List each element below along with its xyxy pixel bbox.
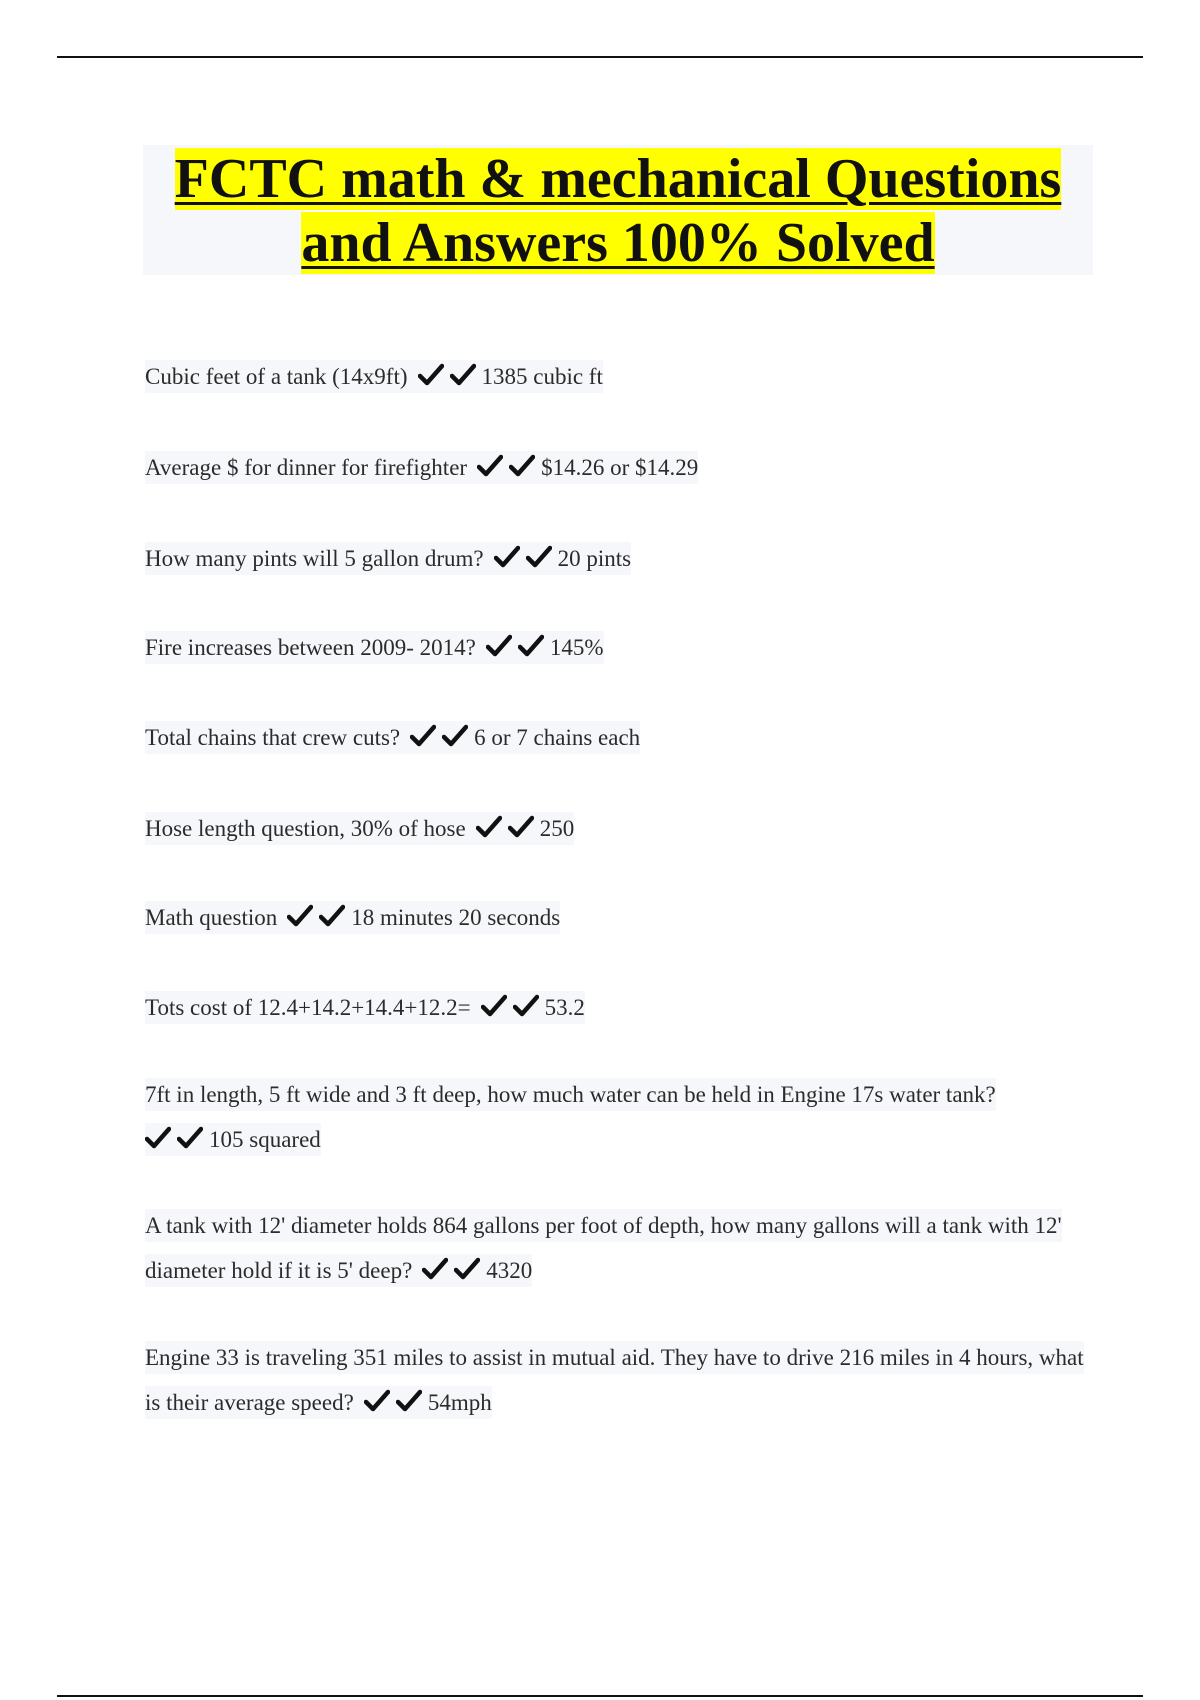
title-block <box>143 145 1093 275</box>
answer-text: 1385 cubic ft <box>481 364 603 389</box>
answer-text: 4320 <box>486 1258 533 1283</box>
answer-text: 20 pints <box>557 546 632 571</box>
question-text: Hose length question, 30% of hose <box>145 816 466 841</box>
checkmark-icon <box>481 994 507 1018</box>
document-title <box>143 145 1093 275</box>
question-text: Cubic feet of a tank (14x9ft) <box>145 364 408 389</box>
checkmark-icon <box>410 724 436 748</box>
checkmark-icon <box>486 634 512 658</box>
bottom-rule <box>57 1695 1143 1697</box>
qa-item <box>145 1335 1085 1425</box>
answer-text: 105 squared <box>209 1127 321 1152</box>
checkmark-icon <box>526 545 552 569</box>
qa-item <box>145 625 1085 670</box>
answer-text: 18 minutes 20 seconds <box>351 905 561 930</box>
answer-text: $14.26 or $14.29 <box>541 455 699 480</box>
checkmark-icon <box>364 1389 390 1413</box>
checkmark-icon <box>319 904 345 928</box>
checkmark-icon <box>454 1257 480 1281</box>
checkmark-icon <box>509 454 535 478</box>
answer-text: 250 <box>539 816 575 841</box>
checkmark-icon <box>287 904 313 928</box>
checkmark-icon <box>418 363 444 387</box>
checkmark-icon <box>518 634 544 658</box>
question-text: Fire increases between 2009- 2014? <box>145 635 476 660</box>
question-text: 7ft in length, 5 ft wide and 3 ft deep, how much water can be held in Engine 17s water tank? <box>145 1082 996 1107</box>
answer-text: 6 or 7 chains each <box>474 725 641 750</box>
answer-text: 53.2 <box>544 995 585 1020</box>
qa-item <box>145 445 1085 490</box>
checkmark-icon <box>450 363 476 387</box>
title-line-1: FCTC math & mechanical Questions <box>174 148 1062 210</box>
question-text: Total chains that crew cuts? <box>145 725 401 750</box>
question-text: Average $ for dinner for firefighter <box>145 455 468 480</box>
qa-item <box>145 354 1085 399</box>
checkmark-icon <box>442 724 468 748</box>
checkmark-icon <box>477 454 503 478</box>
checkmark-icon <box>508 815 534 839</box>
qa-item <box>145 1203 1085 1293</box>
question-text: Math question <box>145 905 278 930</box>
checkmark-icon <box>145 1126 171 1150</box>
qa-item <box>145 1072 1085 1162</box>
question-text: Engine 33 is traveling 351 miles to assist in mutual aid. They have to drive 216 miles in 4 hours, what is their average speed? <box>145 1345 1084 1415</box>
checkmark-icon <box>494 545 520 569</box>
title-line-2: and Answers 100% Solved <box>301 212 935 274</box>
checkmark-icon <box>396 1389 422 1413</box>
checkmark-icon <box>177 1126 203 1150</box>
qa-item <box>145 715 1085 760</box>
answer-text: 54mph <box>427 1390 492 1415</box>
top-rule <box>57 56 1143 58</box>
checkmark-icon <box>476 815 502 839</box>
question-text: Tots cost of 12.4+14.2+14.4+12.2= <box>145 995 471 1020</box>
qa-item <box>145 985 1085 1030</box>
answer-text: 145% <box>549 635 604 660</box>
qa-item <box>145 895 1085 940</box>
checkmark-icon <box>513 994 539 1018</box>
question-text: How many pints will 5 gallon drum? <box>145 546 484 571</box>
qa-item <box>145 536 1085 581</box>
question-text: A tank with 12' diameter holds 864 gallons per foot of depth, how many gallons will a tank with 12' diameter hold if it is 5' deep? <box>145 1213 1062 1283</box>
qa-item <box>145 806 1085 851</box>
checkmark-icon <box>422 1257 448 1281</box>
